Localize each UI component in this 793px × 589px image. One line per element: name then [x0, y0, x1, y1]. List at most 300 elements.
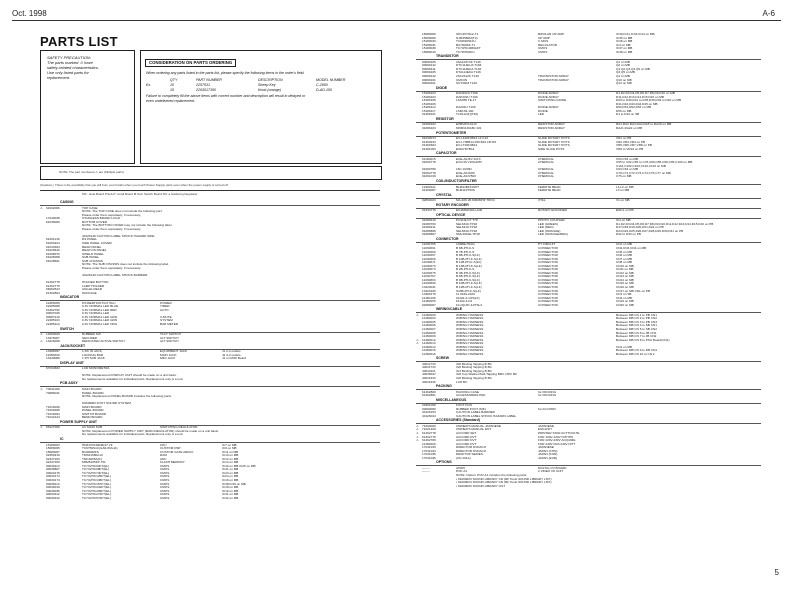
table-cell: 01061016: [422, 174, 436, 179]
table-cell: L3 on MB: [616, 188, 630, 193]
table-cell: Please order them separately, if necessary.: [82, 265, 142, 270]
table-cell: No replacements available for individual parts. Replacement only is a unit.: [82, 432, 184, 437]
table-cell: 61025068: [46, 255, 60, 260]
table-cell: WIRING HARNESS: [456, 326, 484, 331]
table-cell: Q13 on MB: [616, 81, 632, 86]
table-cell: 22485065: [46, 300, 60, 305]
table-row: [416, 485, 761, 489]
table-cell: FOR 220V-230V ACQUIRE: [538, 438, 576, 443]
table-cell: SUB CHASSIS: [82, 258, 103, 263]
table-cell: BLM11P750S: [456, 188, 475, 193]
table-cell: IC19 on MB: [222, 488, 239, 493]
table-cell: 01089210: [422, 218, 436, 223]
table-cell: TC74VHC125FT(EL): [82, 474, 111, 479]
table-cell: IC11 on MB: [222, 449, 239, 454]
table-cell: VR5,VR6,VR7,VR8 on PB: [616, 143, 652, 148]
table-cell: Q3,Q5 on MB: [616, 70, 635, 75]
table-cell: 02347200: [46, 460, 60, 465]
table-cell: ACCESSORIES PAD: [456, 393, 486, 398]
table-cell: 11050009: [46, 352, 60, 357]
table-cell: C53,C54 on MB: [616, 156, 639, 161]
table-cell: 40011936: [422, 379, 436, 384]
note-box: [40, 166, 382, 180]
table-cell: D50,D51,D52,D53 on MB: [616, 105, 652, 110]
table-cell: NOTE: Replacement POWER SUPPLY UNIT (MAIN REGULATOR) should be made on a unit basis.: [82, 428, 219, 433]
table-cell: CONNECTOR: [538, 270, 558, 275]
section-heading: DISPLAY UNIT: [60, 360, 84, 365]
table-cell: CHEMICAL: [538, 156, 554, 161]
table-cell: EXBV8V101JV: [456, 122, 477, 127]
table-cell: IC16 on MB: [222, 478, 239, 482]
section-heading: POWER SUPPLY UNIT: [60, 419, 97, 424]
table-cell: ADC: [160, 456, 167, 461]
table-cell: 22485114: [46, 321, 60, 326]
table-cell: TC74VHC04FT(EL): [82, 463, 110, 468]
header-rule: [12, 20, 781, 21]
table-cell: LED (ORANGE/RED): [538, 232, 568, 237]
table-cell: 17041036: [422, 455, 436, 460]
ordering-cell: 2263017350: [196, 88, 216, 92]
table-cell: RESISTOR ARRAY: [538, 122, 565, 127]
table-cell: ⚠: [416, 430, 419, 435]
table-cell: [538, 353, 616, 357]
table-cell: 40011934: [422, 376, 436, 381]
table-cell: 61462778: [422, 430, 436, 435]
table-cell: Please order them separately, if necessary.: [82, 226, 142, 231]
table-cell: CHEMICAL: [538, 174, 554, 179]
table-cell: 71000000: [422, 423, 436, 428]
table-cell: CN6 on MB: [616, 253, 632, 258]
table-cell: 15189114: [422, 105, 436, 110]
table-cell: IC23 on MB: [222, 470, 239, 475]
section-heading: RESISTOR: [436, 116, 454, 121]
table-cell: JAPAN (KOR): [538, 452, 558, 457]
table-cell: 61036000: [46, 219, 60, 224]
legend-line: MS : Hole Board P.Sub.P: small Board M.Sub: Switch Board SN: a Soldering Regulator: [82, 192, 198, 196]
table-cell: 15089010: [422, 49, 436, 54]
table-cell: WIRING HARNESS: [456, 319, 484, 324]
table-cell: TC74HC4066AFT: [456, 46, 481, 51]
table-cell: C101,C102,C103,C110,C115 on MB: [616, 163, 666, 168]
table-cell: 11030809: [422, 281, 436, 286]
table-cell: WIRING HARNESS: [456, 337, 484, 342]
ordering-col: DESCRIPTION: [258, 78, 283, 82]
table-cell: [538, 415, 616, 419]
table-cell: IC40 on MB IC25 on MB: [222, 463, 256, 468]
table-cell: 11460012: [422, 337, 436, 342]
table-cell: B 2B-PH-K-S: [456, 267, 475, 272]
table-cell: 13420160: [422, 288, 436, 293]
safety-precaution-box: [40, 50, 135, 164]
table-cell: 00007026: [46, 311, 60, 316]
table-cell: No replacements available for individual parts. Replacement only is a unit.: [82, 376, 184, 381]
table-cell: 15189106: [422, 101, 436, 106]
table-cell: 0.3V NORMAL LED ORG: [82, 321, 118, 326]
table-cell: D23,D24,D25,D26,D27,D28,D29,D30,D31 on PB: [616, 228, 684, 233]
table-cell: 01102-4-13H(LF): [456, 295, 480, 300]
table-cell: 01160015: [422, 156, 436, 161]
table-cell: C70,C71,C72,C73,C74,C75,C77 on MB: [616, 170, 671, 175]
ordering-cell: D-AD-150: [316, 88, 332, 92]
table-cell: TOP CASE: [82, 205, 98, 210]
table-cell: LED (ORANGE): [538, 228, 561, 233]
table-cell: CMOS: [160, 467, 170, 472]
table-cell: 01460007: [422, 188, 436, 193]
table-cell: 3x4 Binding Tapping B BC: [456, 368, 492, 373]
table-cell: 61462780: [422, 438, 436, 443]
table-cell: 40126149 CAUTION LABEL SHOCK BARRIER: [82, 272, 148, 277]
table-cell: IC1 on MB: [616, 218, 631, 223]
table-cell: WIRING HARNESS: [456, 344, 484, 349]
section-heading: SCREW: [436, 356, 450, 361]
table-cell: NOTE: Replacement DISPLAY UNIT should be made on a unit basis.: [82, 373, 177, 378]
table-cell: ⚠: [416, 427, 419, 432]
table-cell: 00038113: [46, 481, 60, 486]
table-cell: ALT SWITCH: [160, 335, 179, 340]
table-cell: LED: [538, 112, 545, 117]
table-cell: CONNECTOR: [538, 260, 558, 265]
table-cell: TRANSISTOR ARRAY: [538, 73, 570, 78]
table-cell: 61068070: [46, 251, 60, 256]
table-cell: TC74VHC245FT(EL): [82, 488, 111, 493]
table-cell: CONNECTOR: [538, 284, 558, 289]
table-cell: CMOS: [160, 495, 170, 500]
table-cell: 13480176: [422, 292, 436, 297]
table-cell: D1 to D16 on SB: [616, 112, 640, 117]
table-cell: LCD BC: [456, 379, 468, 384]
table-cell: HD6437040RM(47.VF: [82, 442, 113, 447]
table-cell: 11030661: [422, 245, 436, 250]
table-cell: 02347183: [46, 456, 60, 461]
table-cell: 11460007: [422, 326, 436, 331]
table-cell: 11030765: [422, 242, 436, 247]
table-cell: CN5 on MB: [616, 249, 632, 254]
table-cell: 15189103: [422, 91, 436, 96]
table-cell: 01089103: [422, 125, 436, 130]
table-cell: 40039047: [422, 372, 436, 377]
table-cell: TC74VHC574FT(EL): [82, 495, 111, 500]
table-cell: CONNECTOR: [538, 292, 558, 297]
table-cell: 0.3V NORMAL LED GRN: [82, 318, 117, 323]
ordering-cell: C-2850: [316, 83, 328, 87]
table-cell: 15089006: [422, 32, 436, 36]
header-date: Oct. 1998: [12, 9, 47, 18]
table-cell: CMOS: [160, 478, 170, 482]
table-cell: EQUIPMENT JACK: [160, 349, 188, 354]
table-cell: ECE-A0JV500: [456, 174, 476, 179]
table-cell: 3x8 Binding Tapping B BC: [456, 361, 492, 366]
table-cell: CN12 on MB: [616, 270, 634, 275]
table-cell: • 61000025 SOUND LIBRARY LIST: [456, 483, 506, 488]
table-cell: CN8 on MB: [616, 260, 632, 265]
table-cell: 13476007: [46, 335, 60, 340]
table-cell: HOLDER BUTTON: [82, 279, 109, 284]
header-page-code: A-6: [762, 9, 775, 18]
table-cell: ENGLISH: [538, 427, 552, 432]
table-cell: CONNECTOR: [538, 253, 558, 258]
table-cell: CONNECTOR: [538, 295, 558, 300]
table-cell: 0.3V NORMAL LED RED: [82, 307, 117, 312]
table-cell: Between MB CN 4 to SB CN1: [616, 323, 657, 328]
table-cell: [616, 381, 704, 385]
table-cell: Between MB CN 1 to PB CN1: [616, 312, 657, 317]
table-cell: D55 on MB: [616, 108, 632, 113]
table-cell: VR9 to VR16 on PB: [616, 146, 644, 151]
table-cell: P.INSERTION HGT BLU: [82, 300, 116, 305]
table-cell: NOTE: Option: PCP-A1 includes the following parts.: [456, 472, 528, 477]
note-text: NOTE: The part numbered ⚠ are (Multiple parts): [59, 170, 124, 174]
page-number: 5: [774, 568, 779, 577]
table-cell: 00099311: [422, 66, 436, 71]
table-cell: 00099142: [422, 73, 436, 78]
table-cell: JAPAN (EUR): [538, 455, 558, 460]
table-cell: 3x6 Binding Tapping B BC: [456, 365, 492, 370]
table-cell: SEL6310-TP18: [456, 221, 478, 226]
table-cell: 00033174: [46, 474, 60, 479]
table-cell: TMC4065A(K): [82, 456, 102, 461]
table-cell: [222, 340, 302, 344]
table-cell: 00039122: [46, 495, 60, 500]
table-cell: TC74VHC74FT(EL): [82, 470, 110, 475]
table-cell: MAIN BOARD: [82, 404, 102, 409]
table-cell: 00038807: [46, 467, 60, 472]
table-cell: 0.3V NORMAL LED: [82, 311, 110, 316]
table-cell: TC7WH04FU: [456, 49, 475, 54]
table-cell: NOTE: The TOP CASE does not include the following part.: [82, 209, 163, 214]
table-cell: MIDI JACK: [160, 356, 176, 361]
table-cell: BAR METER: [160, 321, 179, 326]
table-cell: [616, 457, 704, 461]
table-cell: EVJ-Y08B14 030 B10 L6H15: [456, 139, 497, 144]
table-cell: SCT3903 T146: [456, 81, 477, 86]
table-cell: CHEMICAL: [538, 170, 554, 175]
table-cell: 61028426: [46, 248, 60, 253]
table-cell: EVJ-F20F3B14 14 C13: [456, 136, 488, 141]
table-cell: BU98020FS: [82, 449, 99, 454]
table-cell: DAP202U T106: [456, 94, 478, 99]
table-cell: Between MB CN 5 to SB CN2: [616, 326, 657, 331]
table-cell: 10SBE-H10G: [456, 242, 475, 247]
table-cell: ENC1 on PB: [616, 208, 634, 213]
table-cell: 13416008: [46, 339, 60, 344]
table-cell: WIRING HARNESS: [456, 351, 484, 356]
table-cell: 2SC2412K T146: [456, 73, 479, 78]
table-cell: REAR DS PANEL: [82, 248, 107, 253]
table-cell: D20 to D30,D31 to D35,D36,D39 to D40 on MB: [616, 98, 682, 103]
table-cell: MA-406 28.6360MHZ TRO4: [456, 198, 495, 203]
table-cell: [222, 323, 302, 327]
table-cell: 01334776: [422, 208, 436, 213]
table-cell: [160, 378, 222, 382]
table-cell: B 10B-PH-K-S(LF): [456, 256, 482, 261]
safety-line: The parts marked ⚠ have: [47, 60, 93, 65]
table-cell: D1,D2,D3,D4,D5,D6,D7,D8,D9,D10 on MB: [616, 91, 675, 96]
table-cell: 00030174: [46, 478, 60, 482]
table-cell: TC74VHC138FT(EL): [82, 478, 111, 482]
table-cell: SIDE SLICE POTS: [538, 146, 565, 151]
table-cell: CMOS: [538, 46, 548, 51]
table-cell: 17041035: [422, 452, 436, 457]
table-cell: IC24 on MB: [222, 474, 239, 479]
table-cell: DTC114EKA T146: [456, 66, 482, 71]
table-cell: 01460304: [422, 143, 436, 148]
table-cell: CN16 on MB: [616, 284, 634, 289]
table-cell: 01089866: [422, 228, 436, 233]
table-cell: CN14 on MB: [616, 277, 634, 282]
ordering-footer: Failure to completely fill the above items with correct number and description will result in delayed or: [146, 94, 306, 98]
table-cell: PRINTER STAR ACTTOOLTE: [538, 430, 580, 435]
table-cell: 02080067: [422, 302, 436, 307]
table-cell: V-MUTE: [160, 314, 172, 319]
table-cell: FLUQUIP-4J/TSL4: [456, 302, 482, 307]
table-cell: FOR 100V-120V NITHHS: [538, 434, 574, 439]
warning-rule: [40, 190, 380, 191]
ordering-cell: 15: [170, 88, 174, 92]
section-heading: SWITCH: [60, 326, 74, 331]
table-cell: ⚠: [416, 434, 419, 439]
table-cell: 01489101: [422, 112, 436, 117]
table-cell: CONNECTOR: [538, 267, 558, 272]
table-cell: SEL6510-TP18: [456, 228, 478, 233]
table-cell: CONNECTOR: [538, 256, 558, 261]
table-cell: FERRITE BEAD: [538, 188, 561, 193]
table-cell: IC9 on MB: [222, 446, 237, 451]
table-cell: CHEMICAL: [538, 160, 554, 165]
table-cell: REGULATOR: [538, 42, 557, 47]
section-heading: PACKING: [436, 384, 452, 389]
table-cell: [538, 485, 616, 489]
table-cell: DIODE ARRAY: [538, 94, 559, 99]
table-row: [40, 497, 380, 501]
table-cell: 1SR139-100: [456, 108, 474, 113]
table-cell: IC31 on MB: [222, 492, 239, 497]
table-cell: CN1 on SB: [616, 292, 632, 297]
table-cell: 13420031: [422, 284, 436, 289]
ordering-footer: even undelivered replacement.: [146, 99, 196, 103]
table-cell: LCD MONOMETRA: [82, 366, 110, 371]
table-cell: J2 3-4 outlets: [222, 352, 241, 357]
section-heading: CRYSTAL: [436, 192, 453, 197]
table-cell: 40011733: [422, 365, 436, 370]
table-cell: 11460005: [422, 319, 436, 324]
section-heading: PCB ASSY: [60, 381, 78, 386]
table-cell: PACKING CASE: [456, 389, 479, 394]
table-cell: 11460006: [422, 323, 436, 328]
table-cell: 61462801: [422, 393, 436, 398]
table-cell: 61462804: [46, 290, 60, 295]
table-cell: PC410LOT T78: [456, 218, 478, 223]
table-cell: 01060780: [422, 167, 436, 172]
table-cell: J1 2-4 outlets: [222, 349, 241, 354]
table-cell: [160, 292, 222, 296]
table-cell: TC74VHC273FT(EL): [82, 492, 111, 497]
table-cell: Between MB CN 7 to JB CN2: [616, 334, 657, 339]
table-cell: [160, 433, 222, 437]
table-cell: • 61000024 SOUND LIBRARY CD (RF Tools SOUND LIBRARY LIST): [456, 480, 552, 485]
table-cell: 00039036: [46, 488, 60, 493]
table-cell: WIRING HARNESS: [456, 323, 484, 328]
table-cell: CN19 on MB: [616, 299, 634, 304]
table-cell: 00099105: [422, 59, 436, 64]
table-cell: 11460056: [422, 299, 436, 304]
section-heading: POTENTIOMETER: [436, 130, 467, 135]
table-cell: 16C 1030N: [456, 167, 472, 172]
table-cell: Between MB CN 6 to JB CN1: [616, 330, 657, 335]
ordering-col: PART NUMBER: [196, 78, 222, 82]
table-cell: ACCORD DVT: [456, 434, 477, 439]
table-cell: L1,L2 on MB: [616, 184, 634, 189]
table-cell: DESKTOP SERIES: [456, 452, 483, 457]
table-cell: IC41 on MB: [222, 467, 239, 472]
table-cell: B 7B-PH-K-S: [456, 249, 475, 254]
section-heading: WIRING/CABLE: [436, 307, 463, 312]
table-cell: 01089763: [422, 221, 436, 226]
table-cell: PANEL BOARD: [82, 390, 104, 395]
safety-line: replacement.: [47, 75, 71, 80]
table-cell: IC38 on MB: [616, 49, 633, 54]
table-cell: SUB PANEL: [82, 255, 100, 260]
table-cell: 11460016: [422, 351, 436, 356]
table-cell: for PACKING: [538, 393, 557, 398]
table-cell: CN13 on MB: [616, 274, 634, 279]
table-cell: [222, 416, 302, 420]
table-cell: 01030074: [422, 136, 436, 141]
table-cell: M5M5165FP-70L: [82, 460, 106, 465]
table-cell: TMS41580A1C: [82, 453, 104, 458]
table-cell: PHOTO COUPLER: [538, 218, 565, 223]
table-cell: DAN202U T106: [456, 91, 478, 96]
table-cell: 61462779: [46, 283, 60, 288]
table-cell: DTC114EUA T106: [456, 63, 482, 68]
table-cell: Please order them separately, if necessary.: [82, 212, 142, 217]
table-cell: 40011921: [422, 368, 436, 373]
table-cell: BIPOLAR OP AMP: [538, 32, 565, 36]
table-cell: RA1,RA2,RA3,RA4,RA5 to RA20 on MB: [616, 122, 672, 127]
table-cell: CN2,CN3,CN4 on MB: [616, 245, 647, 250]
table-cell: CONNECTOR: [538, 263, 558, 268]
table-cell: SIDE PANEL COVER: [82, 240, 112, 245]
table-cell: MAIN BOARD: [82, 386, 102, 391]
table-cell: IC18 on MB: [222, 485, 239, 490]
table-cell: TC6750S1C(GA6-83/L11): [82, 446, 118, 451]
table-cell: ⚠: [416, 423, 419, 428]
ordering-cell: 2257531: [196, 83, 210, 87]
table-cell: ⚠: [416, 312, 419, 317]
table-cell: SLIDE ROTARY POTS: [538, 139, 570, 144]
table-cell: ECE-A0JFV 2213: [456, 156, 481, 161]
ordering-cell: Sheep Key: [258, 83, 276, 87]
table-cell: IC4 on MB: [616, 42, 631, 47]
table-cell: TRANSISTOR ARRAY: [538, 77, 570, 82]
table-cell: for PACKING: [538, 389, 557, 394]
table-cell: JAPANESE: [538, 423, 554, 428]
table-cell: 01089102: [422, 122, 436, 127]
table-cell: [538, 82, 616, 86]
table-cell: DIRECTOR DVDACO: [456, 445, 487, 450]
table-cell: 22485103: [46, 318, 60, 323]
table-cell: DIODE: [538, 108, 548, 113]
table-cell: 61043364: [46, 244, 60, 249]
table-cell: ⚠: [40, 205, 43, 210]
section-heading: ACCESSORIES (Standard): [436, 418, 480, 423]
table-cell: 17041033: [422, 445, 436, 450]
table-cell: 67034663: [46, 366, 60, 371]
table-cell: 11460000: [422, 441, 436, 446]
table-cell: Q10 on MB: [616, 77, 632, 82]
table-cell: CMOS: [160, 474, 170, 479]
table-cell: UMC3N: [456, 77, 468, 82]
table-cell: PANEL BOARD: [82, 408, 104, 413]
